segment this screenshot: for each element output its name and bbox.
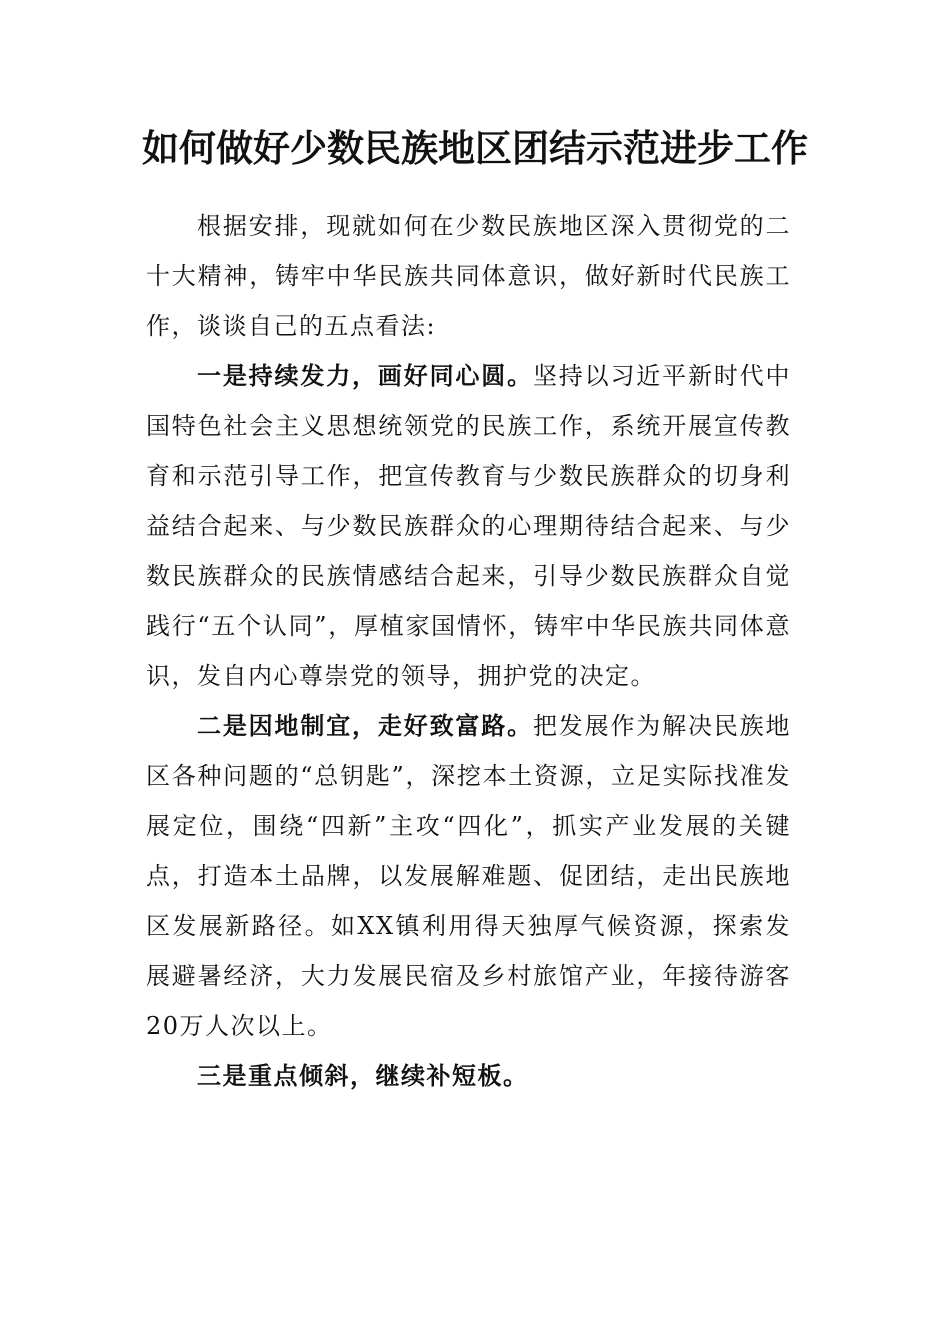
point-paragraph-2 <box>146 701 791 1051</box>
intro-paragraph: 根据安排，现就如何在少数民族地区深入贯彻党的二十大精神，铸牢中华民族共同体意识，做好新时代民族工作，谈谈自己的五点看法: <box>146 212 791 340</box>
point-text-2: 把发展作为解决民族地区各种问题的“总钥匙”，深挖本土资源，立足实际找准发展定位，围绕“四新”主攻“四化”，抓实产业发展的关键点，打造本土品牌，以发展解难题、促团结，走出民族地区发展新路径。如XX镇利用得天独厚气候资源，探索发展避暑经济，大力发展民宿及乡村旅馆产业，年接待游客20万人次以上。 <box>146 712 792 1040</box>
point-paragraph-1 <box>146 351 791 701</box>
point-lead-2: 二是因地制宜，走好致富路。 <box>197 711 533 740</box>
point-paragraph-3 <box>146 1051 791 1101</box>
point-text-1: 坚持以习近平新时代中国特色社会主义思想统领党的民族工作，系统开展宣传教育和示范引导工作，把宣传教育与少数民族群众的切身利益结合起来、与少数民族群众的心理期待结合起来、与少数民族群众的民族情感结合起来，引导少数民族群众自觉践行“五个认同”，厚植家国情怀，铸牢中华民族共同体意识，发自内心尊崇党的领导，拥护党的决定。 <box>146 362 792 690</box>
point-lead-3: 三是重点倾斜，继续补短板。 <box>197 1061 529 1090</box>
document-body <box>146 201 791 1101</box>
document-title: 如何做好少数民族地区团结示范进步工作 <box>142 126 808 170</box>
point-lead-1: 一是持续发力，画好同心圆。 <box>197 361 533 390</box>
